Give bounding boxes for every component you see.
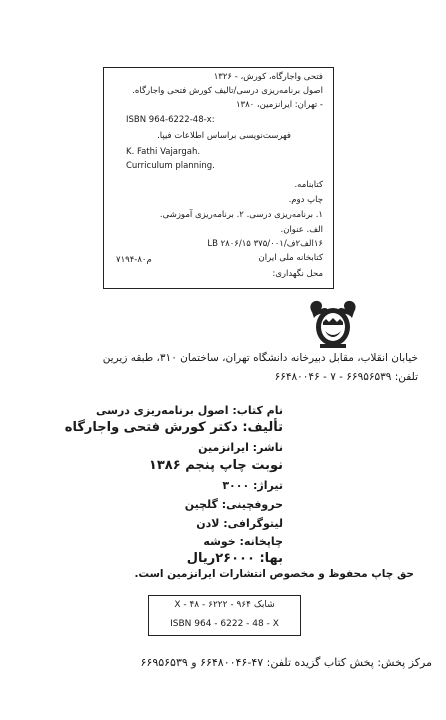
isbn-box: [148, 595, 301, 636]
book-price: بها: ۲۶۰۰۰ریال: [186, 551, 283, 566]
cip-isbn-line: ISBN 964-6222-48-x:: [126, 115, 215, 125]
book-publisher: ناشر: ایرانزمین: [198, 441, 283, 454]
publisher-emblem-icon: [306, 298, 360, 350]
cip-heading-line: الف. عنوان.: [280, 225, 323, 235]
book-edition: نوبت چاپ پنجم ۱۳۸۶: [148, 458, 283, 473]
cip-imprint-line: - تهران: ایرانزمین، ۱۳۸۰: [235, 100, 323, 110]
isbn-persian: شابک ۹۶۴ - ۶۲۲۲ - ۴۸ - X: [174, 600, 275, 610]
cataloguing-box: [103, 67, 334, 289]
book-printing: چاپخانه: خوشه: [203, 535, 283, 548]
cip-library-line: کتابخانه ملی ایران: [258, 253, 323, 263]
cip-location-line: محل نگهداری:: [272, 269, 323, 279]
cip-author-line: فتحی واجارگاه، کورش، - ۱۳۲۶: [213, 72, 323, 82]
book-circulation: تیراژ: ۳۰۰۰: [222, 479, 283, 492]
publisher-phone: تلفن: ۶۶۹۵۶۵۳۹ - ۷ - ۶۶۴۸۰۰۴۶: [274, 371, 418, 383]
cip-classification-line: ۱۶الف۲ف/LB ۲۸۰۶/۱۵ ۳۷۵/۰۰۱: [207, 239, 323, 249]
book-author: تألیف: دکتر کورش فتحی واجارگاه: [64, 420, 283, 435]
cip-bibliography-line: کتابنامه.: [294, 180, 323, 190]
book-title: نام کتاب: اصول برنامه‌ریزی درسی: [96, 404, 283, 417]
publisher-address: خیابان انقلاب، مقابل دبیرخانه دانشگاه تهران، ساختمان ۳۱۰، طبقه زیرین: [102, 352, 418, 364]
cip-edition-line: چاپ دوم.: [288, 195, 323, 205]
cip-record-number: م۸۰-۷۱۹۴: [116, 255, 152, 265]
cip-title-line: اصول برنامه‌ریزی درسی/تالیف کورش فتحی واجارگاه.: [132, 86, 323, 96]
isbn-latin: ISBN 964 - 6222 - 48 - X: [170, 619, 279, 629]
cip-fipa-line: فهرست‌نویسی براساس اطلاعات فیپا.: [157, 131, 291, 141]
cip-latin-author-line: K. Fathi Vajargah.: [126, 147, 201, 157]
cip-subjects-line: ۱. برنامه‌ریزی درسی. ۲. برنامه‌ریزی آموزشی.: [159, 210, 323, 220]
copyright-notice: حق چاپ محفوظ و مخصوص انتشارات ایرانزمین است.: [134, 568, 414, 580]
distribution-center: مرکز پخش: پخش کتاب گزیده تلفن: ۴۷-۶۶۴۸۰۰۴۶ و ۶۶۹۵۶۵۳۹: [140, 656, 432, 669]
cip-latin-title-line: Curriculum planning.: [126, 161, 215, 171]
book-lithography: لیتوگرافی: لادن: [196, 517, 283, 530]
book-typesetting: حروفچینی: گلچین: [184, 498, 283, 511]
